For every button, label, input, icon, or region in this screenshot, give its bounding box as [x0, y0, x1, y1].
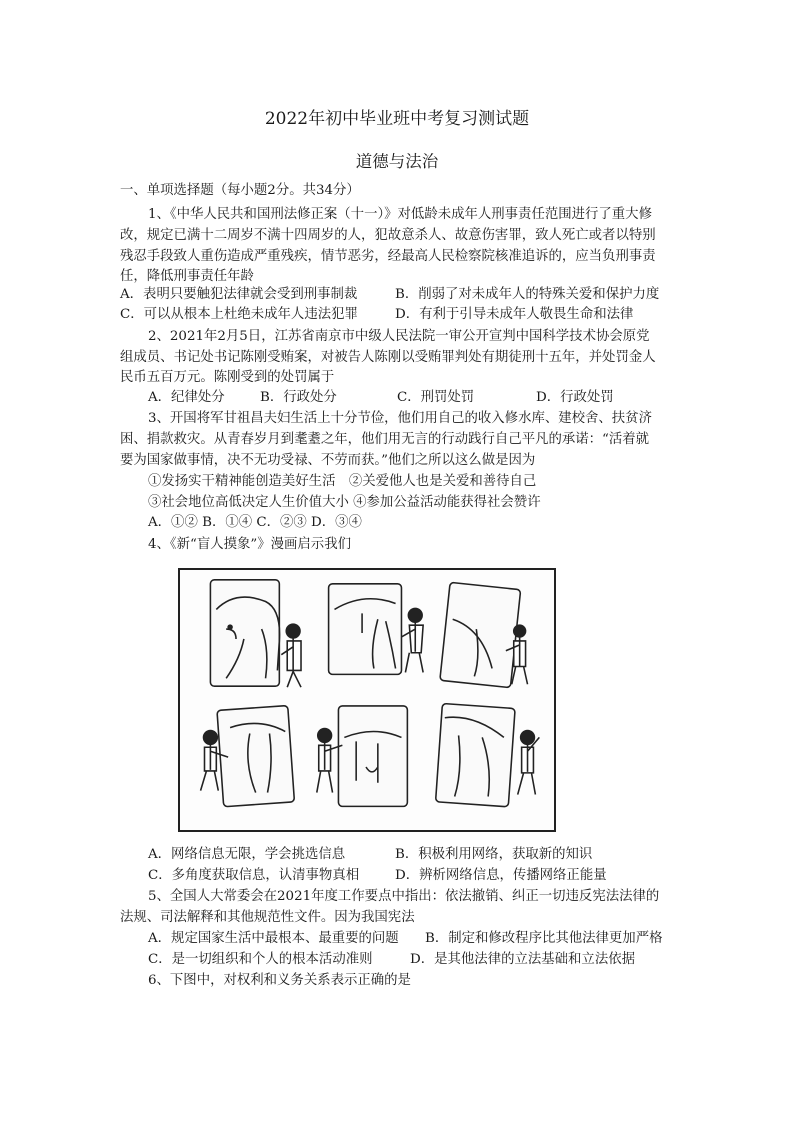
- question-stem-line: 困、捐款救灾。从青春岁月到耄耋之年，他们用无言的行动践行自己平凡的承诺：“活着就: [120, 432, 650, 447]
- statement-items: ①发扬实干精神能创造美好生活 ②关爱他人也是关爱和善待自己: [148, 474, 537, 489]
- statement-items: ③社会地位高低决定人生价值大小 ④参加公益活动能获得社会赞许: [148, 495, 541, 510]
- panel-5: [317, 706, 408, 806]
- question-stem-line: 民币五百万元。陈刚受到的处罚属于: [120, 370, 335, 385]
- option-c: C．可以从根本上杜绝未成年人违法犯罪: [120, 307, 358, 322]
- subject-title: 道德与法治: [355, 152, 439, 171]
- question-stem-line: 4、《新“盲人摸象”》漫画启示我们: [148, 537, 351, 552]
- option-c: C．刑罚处罚: [397, 390, 475, 405]
- panel-4: [201, 706, 295, 807]
- panel-3: [440, 582, 528, 687]
- option-a: A．规定国家生活中最根本、最重要的问题: [148, 931, 399, 946]
- option-d: D．是其他法律的立法基础和立法依据: [410, 952, 635, 967]
- question-stem-line: 1、《中华人民共和国刑法修正案（十一）》对低龄未成年人刑事责任范围进行了重大修: [148, 207, 652, 222]
- question-stem-line: 组成员、书记处书记陈刚受贿案，对被告人陈刚以受贿罪判处有期徒刑十五年，并处罚金人: [120, 350, 656, 365]
- option-d: D．有利于引导未成年人敬畏生命和法律: [395, 307, 634, 322]
- panel-2: [329, 584, 424, 675]
- question-stem-line: 法规、司法解释和其他规范性文件。因为我国宪法: [120, 910, 415, 925]
- option-b: B．积极利用网络，获取新的知识: [395, 847, 593, 862]
- section-heading: 一、单项选择题（每小题2分。共34分）: [120, 183, 360, 198]
- option-a: A．网络信息无限，学会挑选信息: [148, 847, 346, 862]
- question-stem-line: 2、2021年2月5日，江苏省南京市中级人民法院一审公开宣判中国科学技术协会原党: [148, 329, 650, 344]
- blind-men-elephant-cartoon: [178, 568, 556, 832]
- option-c: C．是一切组织和个人的根本活动准则: [148, 952, 373, 967]
- panel-6: [436, 703, 540, 806]
- question-stem-line: 6、下图中，对权利和义务关系表示正确的是: [148, 973, 411, 988]
- option-a: A．表明只要触犯法律就会受到刑事制裁: [120, 287, 358, 302]
- panel-1: [210, 580, 301, 687]
- question-stem-line: 3、开国将军甘祖昌夫妇生活上十分节俭，他们用自己的收入修水库、建校舍、扶贫济: [148, 411, 652, 426]
- question-stem-line: 要为国家做事情，决不无功受禄、不劳而获。”他们之所以这么做是因为: [120, 453, 536, 468]
- option-d: D．辨析网络信息，传播网络正能量: [395, 868, 607, 883]
- option-d: D．行政处罚: [536, 390, 614, 405]
- option-b: B．削弱了对未成年人的特殊关爱和保护力度: [395, 287, 660, 302]
- question-stem-line: 改，规定已满十二周岁不满十四周岁的人，犯故意杀人、故意伤害罪，致人死亡或者以特别: [120, 228, 656, 243]
- exam-title: 2022年初中毕业班中考复习测试题: [264, 109, 530, 129]
- option-b: B．制定和修改程序比其他法律更加严格: [425, 931, 663, 946]
- answer-options: A．①② B．①④ C．②③ D．③④: [148, 515, 362, 530]
- option-a: A．纪律处分: [148, 390, 225, 405]
- option-c: C．多角度获取信息，认清事物真相: [148, 868, 360, 883]
- option-b: B．行政处分: [260, 390, 337, 405]
- question-stem-line: 5、全国人大常委会在2021年度工作要点中指出：依法撤销、纠正一切违反宪法法律的: [148, 889, 660, 904]
- question-stem-line: 残忍手段致人重伤造成严重残疾，情节恶劣，经最高人民检察院核准追诉的，应当负刑事责: [120, 249, 656, 264]
- question-stem-line: 任，降低刑事责任年龄: [120, 269, 254, 284]
